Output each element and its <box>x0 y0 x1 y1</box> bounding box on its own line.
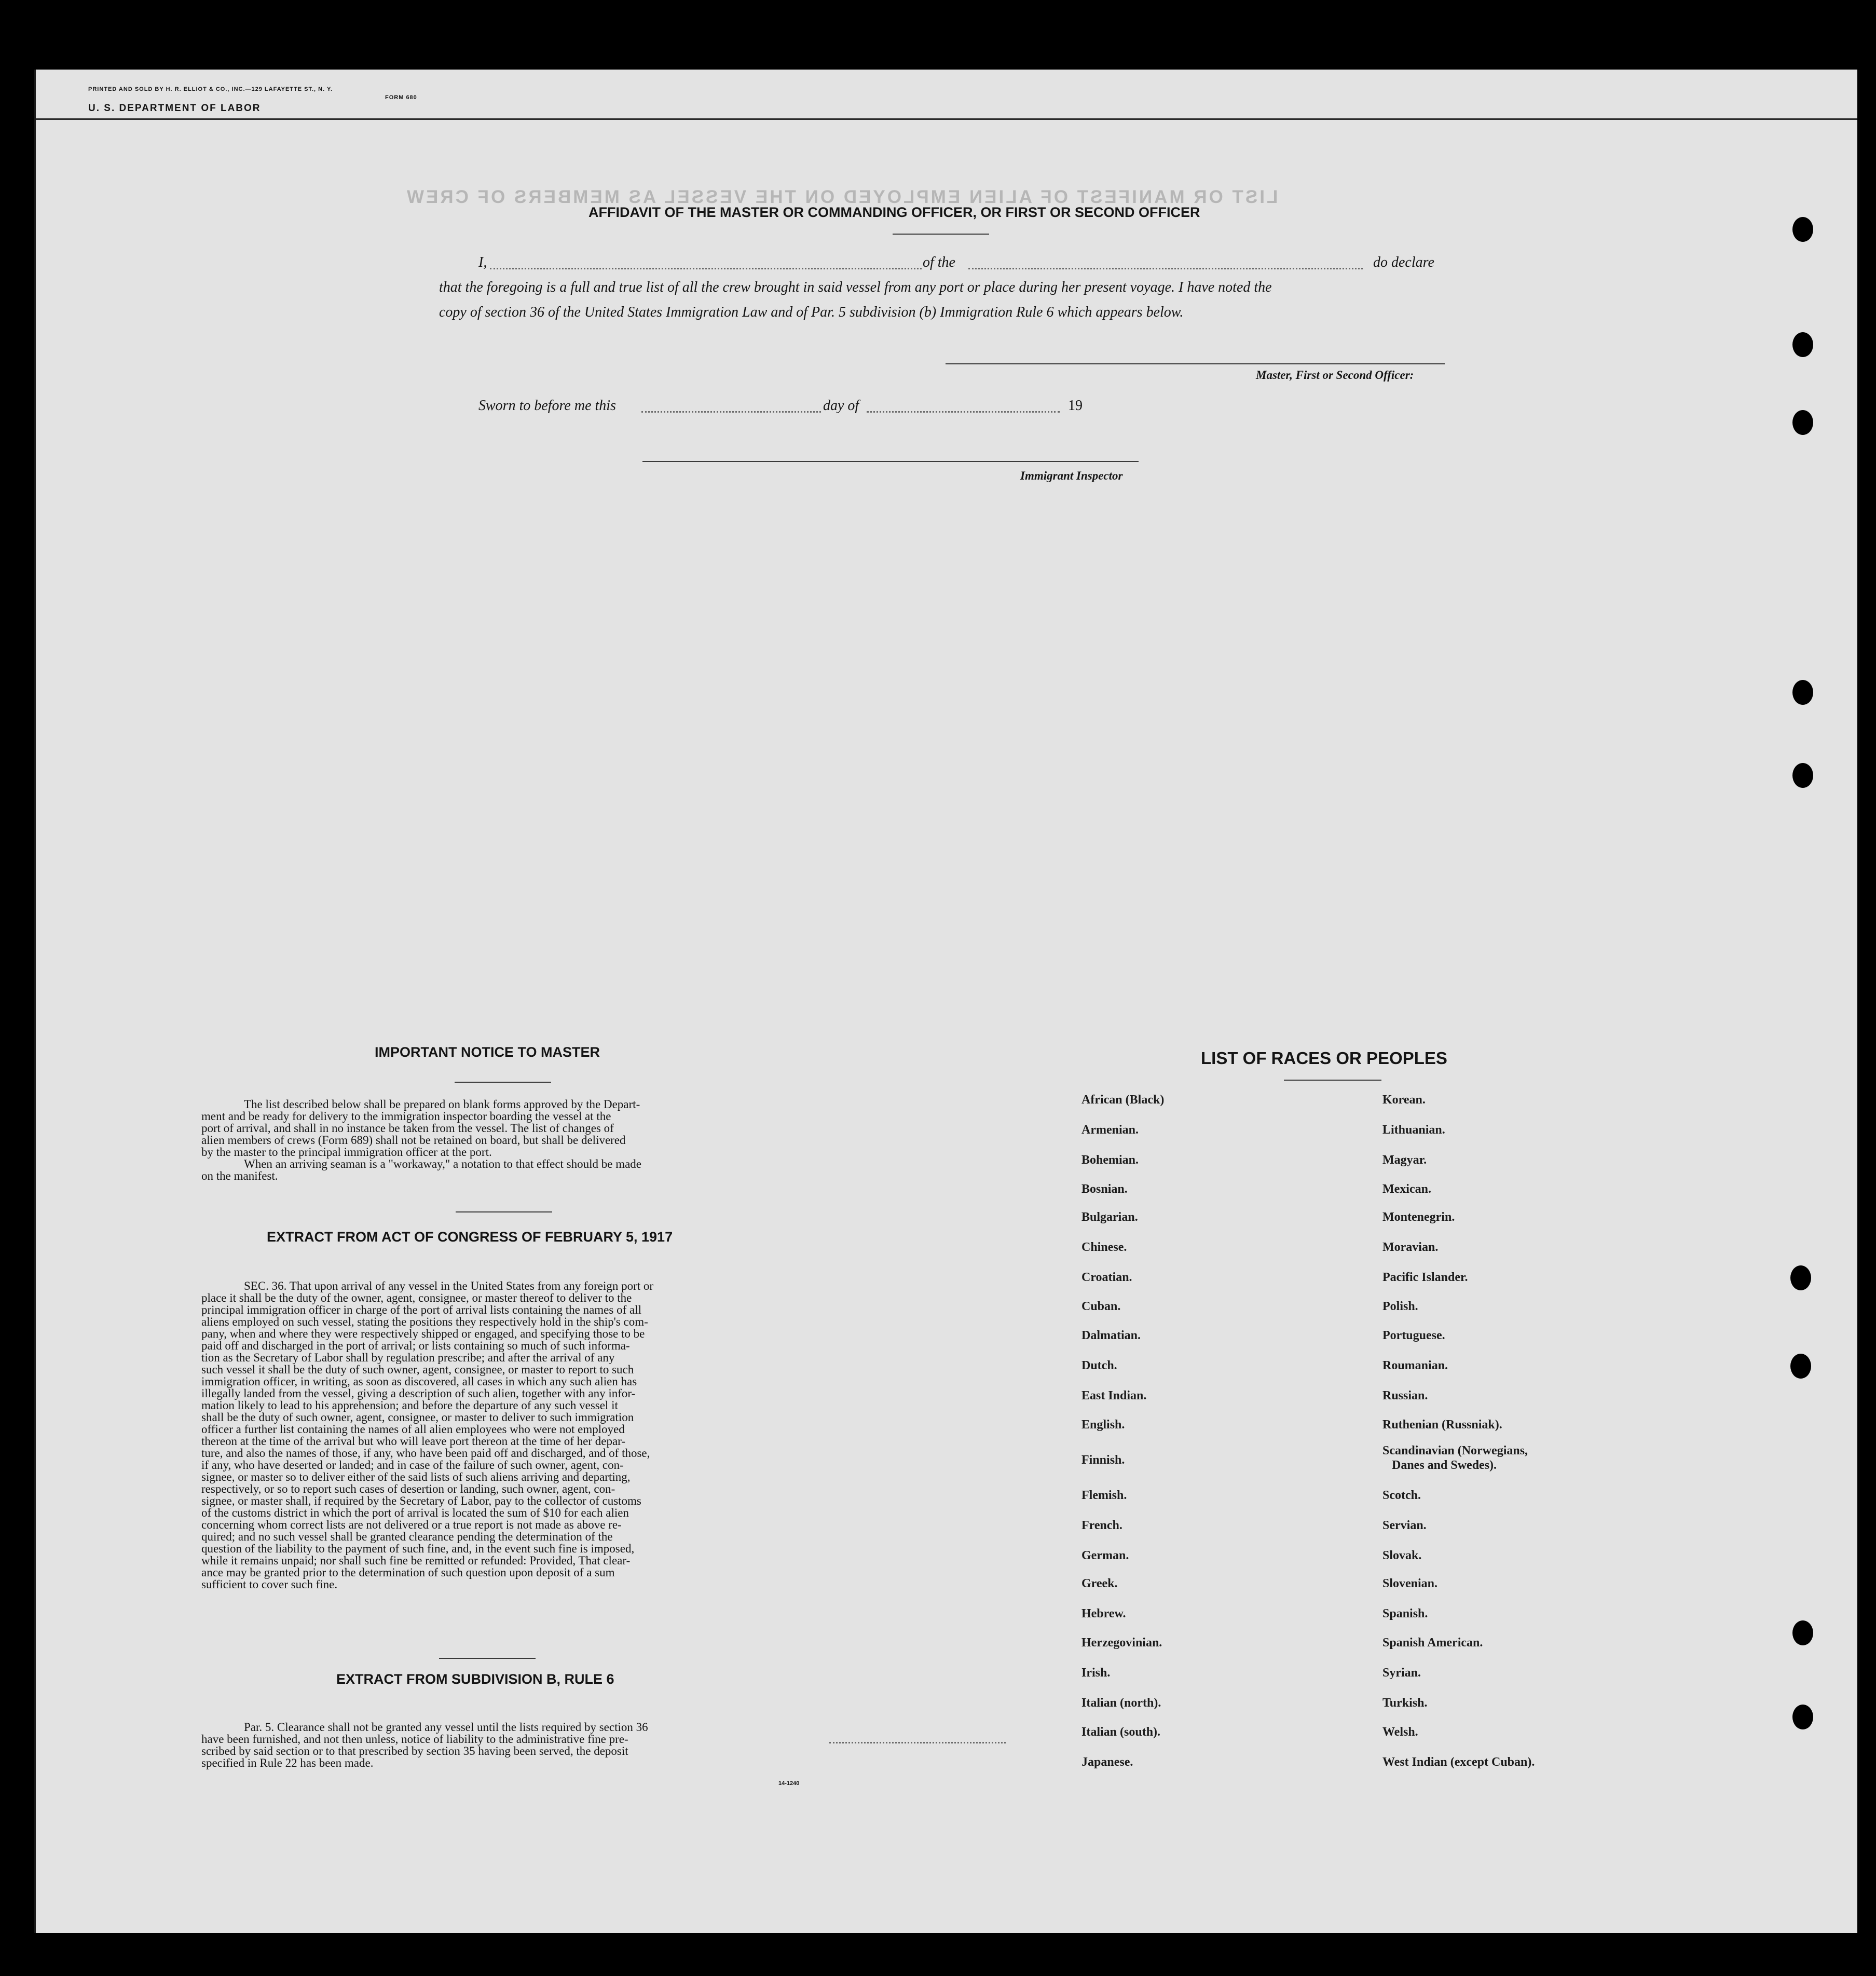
notice-title-rule <box>455 1082 551 1083</box>
rule-section-rule <box>439 1658 536 1659</box>
race-item: English. <box>1081 1418 1125 1432</box>
form-number: FORM 680 <box>385 94 417 101</box>
race-item: Slovak. <box>1382 1549 1422 1562</box>
affidavit-title: AFFIDAVIT OF THE MASTER OR COMMANDING OFFICER, OR FIRST OR SECOND OFFICER <box>588 205 1200 220</box>
sworn-day-field[interactable] <box>641 411 821 413</box>
affidavit-i-label: I, <box>478 254 487 270</box>
race-item: Armenian. <box>1081 1123 1139 1137</box>
ghost-manifest-title: LIST OR MANIFEST OF ALIEN EMPLOYED ON THE VESSEL AS MEMBERS OF CREW <box>405 187 1278 207</box>
rule-line: have been furnished, and not then unless, notice of liability to the administrative fine pre- <box>201 1733 628 1746</box>
act-line: while it remains unpaid; nor shall such fine be remitted or refunded: Provided, That clear- <box>201 1554 631 1567</box>
act-line: if any, who have deserted or landed; and in case of the failure of such owner, agent, con- <box>201 1459 624 1471</box>
race-item: Italian (north). <box>1081 1696 1161 1710</box>
race-item: Portuguese. <box>1382 1329 1445 1342</box>
race-item: Pacific Islander. <box>1382 1271 1468 1284</box>
act-line: such vessel it shall be the duty of such owner, agent, consignee, or master to report to such <box>201 1363 634 1376</box>
race-item: Bulgarian. <box>1081 1210 1138 1224</box>
race-item: Flemish. <box>1081 1489 1127 1502</box>
dotted-separator <box>829 1742 1006 1743</box>
inspector-signature-label: Immigrant Inspector <box>1020 469 1123 482</box>
inspector-signature-line[interactable] <box>642 461 1139 462</box>
affidavit-of-the-label: of the <box>923 254 955 270</box>
act-line: thereon at the time of the arrival but who will leave port thereon at the time of her depar- <box>201 1435 626 1448</box>
race-item: German. <box>1081 1549 1129 1562</box>
race-item: Irish. <box>1081 1666 1111 1680</box>
race-item: Bosnian. <box>1081 1182 1128 1196</box>
act-line: signee, or master so to deliver either of the said lists of such aliens arriving and departing, <box>201 1470 631 1483</box>
race-item: Scandinavian (Norwegians, <box>1382 1444 1528 1457</box>
race-item: Slovenian. <box>1382 1577 1438 1590</box>
binder-hole <box>1792 680 1813 705</box>
race-item: Croatian. <box>1081 1271 1132 1284</box>
act-line: respectively, or so to report such cases of desertion or landing, such owner, agent, con- <box>201 1482 615 1495</box>
act-line: ance may be granted prior to the determination of such question upon deposit of a sum <box>201 1566 615 1579</box>
act-line: shall be the duty of such owner, agent, consignee, or master to deliver to such immigration <box>201 1411 634 1424</box>
race-item: Dutch. <box>1081 1359 1117 1372</box>
rule-extract-title: EXTRACT FROM SUBDIVISION B, RULE 6 <box>336 1671 614 1687</box>
act-line: immigration officer, in writing, as soon as discovered, all cases in which any such alien has <box>201 1375 637 1388</box>
act-line: ture, and also the names of those, if any, who have been paid off and discharged, and of those, <box>201 1447 650 1460</box>
rule-line: Par. 5. Clearance shall not be granted any vessel until the lists required by section 36 <box>244 1721 648 1734</box>
binder-hole <box>1790 1354 1811 1379</box>
race-item: Spanish American. <box>1382 1636 1483 1650</box>
race-item: Roumanian. <box>1382 1359 1448 1372</box>
act-line: place it shall be the duty of the owner, agent, consignee, or master thereof to deliver to the <box>201 1291 632 1304</box>
sworn-month-field[interactable] <box>867 411 1060 413</box>
races-title: LIST OF RACES OR PEOPLES <box>1201 1048 1447 1068</box>
race-item: Servian. <box>1382 1519 1427 1532</box>
act-line: aliens employed on such vessel, stating the positions they respectively hold in the ship's com- <box>201 1315 648 1328</box>
race-item: Welsh. <box>1382 1725 1418 1739</box>
act-line: quired; and no such vessel shall be granted clearance pending the determination of the <box>201 1530 613 1543</box>
notice-line: ment and be ready for delivery to the immigration inspector boarding the vessel at the <box>201 1110 611 1123</box>
race-item: Italian (south). <box>1081 1725 1161 1739</box>
affidavit-do-declare: do declare <box>1373 254 1434 270</box>
race-item: Dalmatian. <box>1081 1329 1141 1342</box>
act-line: of the customs district in which the port of arrival is located the sum of $10 for each alien <box>201 1506 629 1519</box>
binder-hole <box>1792 1620 1813 1645</box>
day-of-label: day of <box>823 398 859 414</box>
binder-hole <box>1792 217 1813 242</box>
race-item: Finnish. <box>1081 1453 1125 1467</box>
race-item: Mexican. <box>1382 1182 1431 1196</box>
notice-line: on the manifest. <box>201 1169 278 1182</box>
race-item: Montenegrin. <box>1382 1210 1455 1224</box>
race-item: Spanish. <box>1382 1607 1428 1620</box>
race-item: Russian. <box>1382 1389 1428 1402</box>
rule-line: specified in Rule 22 has been made. <box>201 1756 374 1769</box>
binder-hole <box>1792 332 1813 357</box>
notice-line: by the master to the principal immigration officer at the port. <box>201 1146 492 1159</box>
department-name: U. S. DEPARTMENT OF LABOR <box>88 103 261 114</box>
notice-line: When an arriving seaman is a "workaway," a notation to that effect should be made <box>244 1157 642 1170</box>
notice-line: port of arrival, and shall in no instance be taken from the vessel. The list of changes of <box>201 1122 614 1135</box>
act-line: principal immigration officer in charge of the port of arrival lists containing the names of all <box>201 1303 641 1316</box>
notice-title: IMPORTANT NOTICE TO MASTER <box>375 1044 600 1060</box>
act-line: tion as the Secretary of Labor shall by regulation prescribe; and after the arrival of any <box>201 1351 615 1364</box>
act-line: concerning whom correct lists are not delivered or a true report is not made as above re- <box>201 1518 622 1531</box>
race-item: West Indian (except Cuban). <box>1382 1755 1535 1769</box>
form-code: 14-1240 <box>778 1780 800 1787</box>
race-item: East Indian. <box>1081 1389 1147 1402</box>
notice-line: The list described below shall be prepared on blank forms approved by the Depart- <box>244 1098 640 1111</box>
act-line: sufficient to cover such fine. <box>201 1578 338 1591</box>
document-sheet <box>34 70 1857 1933</box>
race-item: African (Black) <box>1081 1093 1165 1107</box>
race-item: Hebrew. <box>1081 1607 1126 1620</box>
master-signature-label: Master, First or Second Officer: <box>1256 369 1414 381</box>
binder-hole <box>1792 1705 1813 1729</box>
act-line: illegally landed from the vessel, giving a description of such alien, together with any infor- <box>201 1387 636 1400</box>
binder-hole <box>1792 410 1813 435</box>
printer-line: PRINTED AND SOLD BY H. R. ELLIOT & CO., INC.—129 LAFAYETTE ST., N. Y. <box>88 86 333 92</box>
binder-hole <box>1790 1265 1811 1290</box>
race-item: Turkish. <box>1382 1696 1428 1710</box>
race-item: Moravian. <box>1382 1241 1439 1254</box>
act-section-rule <box>456 1211 552 1212</box>
affidavit-name-field[interactable] <box>490 268 922 269</box>
act-line: signee, or master shall, if required by the Secretary of Labor, pay to the collector of customs <box>201 1494 641 1507</box>
affidavit-line-3: copy of section 36 of the United States Immigration Law and of Par. 5 subdivision (b) Immigration Rule 6 which appears below. <box>439 304 1184 320</box>
affidavit-vessel-field[interactable] <box>968 268 1363 269</box>
act-line: pany, when and where they were respectively shipped or engaged, and specifying those to be <box>201 1327 645 1340</box>
sworn-label: Sworn to before me this <box>478 398 616 414</box>
race-item: Cuban. <box>1081 1300 1121 1313</box>
race-item: Scotch. <box>1382 1489 1421 1502</box>
race-item: Japanese. <box>1081 1755 1133 1769</box>
race-item: Bohemian. <box>1081 1153 1139 1167</box>
race-item: Korean. <box>1382 1093 1426 1107</box>
race-item: Lithuanian. <box>1382 1123 1445 1137</box>
master-signature-line[interactable] <box>946 363 1445 364</box>
race-item: Chinese. <box>1081 1241 1127 1254</box>
affidavit-title-rule <box>893 234 989 235</box>
act-extract-title: EXTRACT FROM ACT OF CONGRESS OF FEBRUARY 5, 1917 <box>267 1229 673 1245</box>
race-item: Syrian. <box>1382 1666 1421 1680</box>
race-item: Magyar. <box>1382 1153 1427 1167</box>
rule-extract-text <box>201 1721 807 1769</box>
act-line: paid off and discharged in the port of arrival; or lists containing so much of such informa- <box>201 1339 630 1352</box>
year-prefix: 19 <box>1068 398 1083 414</box>
rule-line: scribed by said section or to that prescribed by section 35 having been served, the deposit <box>201 1745 628 1757</box>
race-item: Polish. <box>1382 1300 1418 1313</box>
race-item: Danes and Swedes). <box>1392 1459 1497 1472</box>
act-line: officer a further list containing the names of all alien employees who were not employed <box>201 1423 625 1436</box>
notice-text <box>201 1098 807 1182</box>
race-item: Herzegovinian. <box>1081 1636 1162 1650</box>
binder-hole <box>1792 763 1813 788</box>
act-line: SEC. 36. That upon arrival of any vessel in the United States from any foreign port or <box>244 1279 654 1292</box>
act-line: question of the liability to the payment of such fine, and, in the event such fine is imposed, <box>201 1542 635 1555</box>
races-title-rule <box>1284 1080 1381 1081</box>
act-line: mation likely to lead to his apprehension; and before the departure of any such vessel it <box>201 1399 618 1412</box>
race-item: French. <box>1081 1519 1122 1532</box>
act-extract-text <box>201 1280 807 1590</box>
notice-line: alien members of crews (Form 689) shall not be retained on board, but shall be delivered <box>201 1134 626 1147</box>
affidavit-line-2: that the foregoing is a full and true list of all the crew brought in said vessel from any port or place during her present voyage. I have noted the <box>439 279 1272 295</box>
race-item: Ruthenian (Russniak). <box>1382 1418 1502 1432</box>
race-item: Greek. <box>1081 1577 1118 1590</box>
